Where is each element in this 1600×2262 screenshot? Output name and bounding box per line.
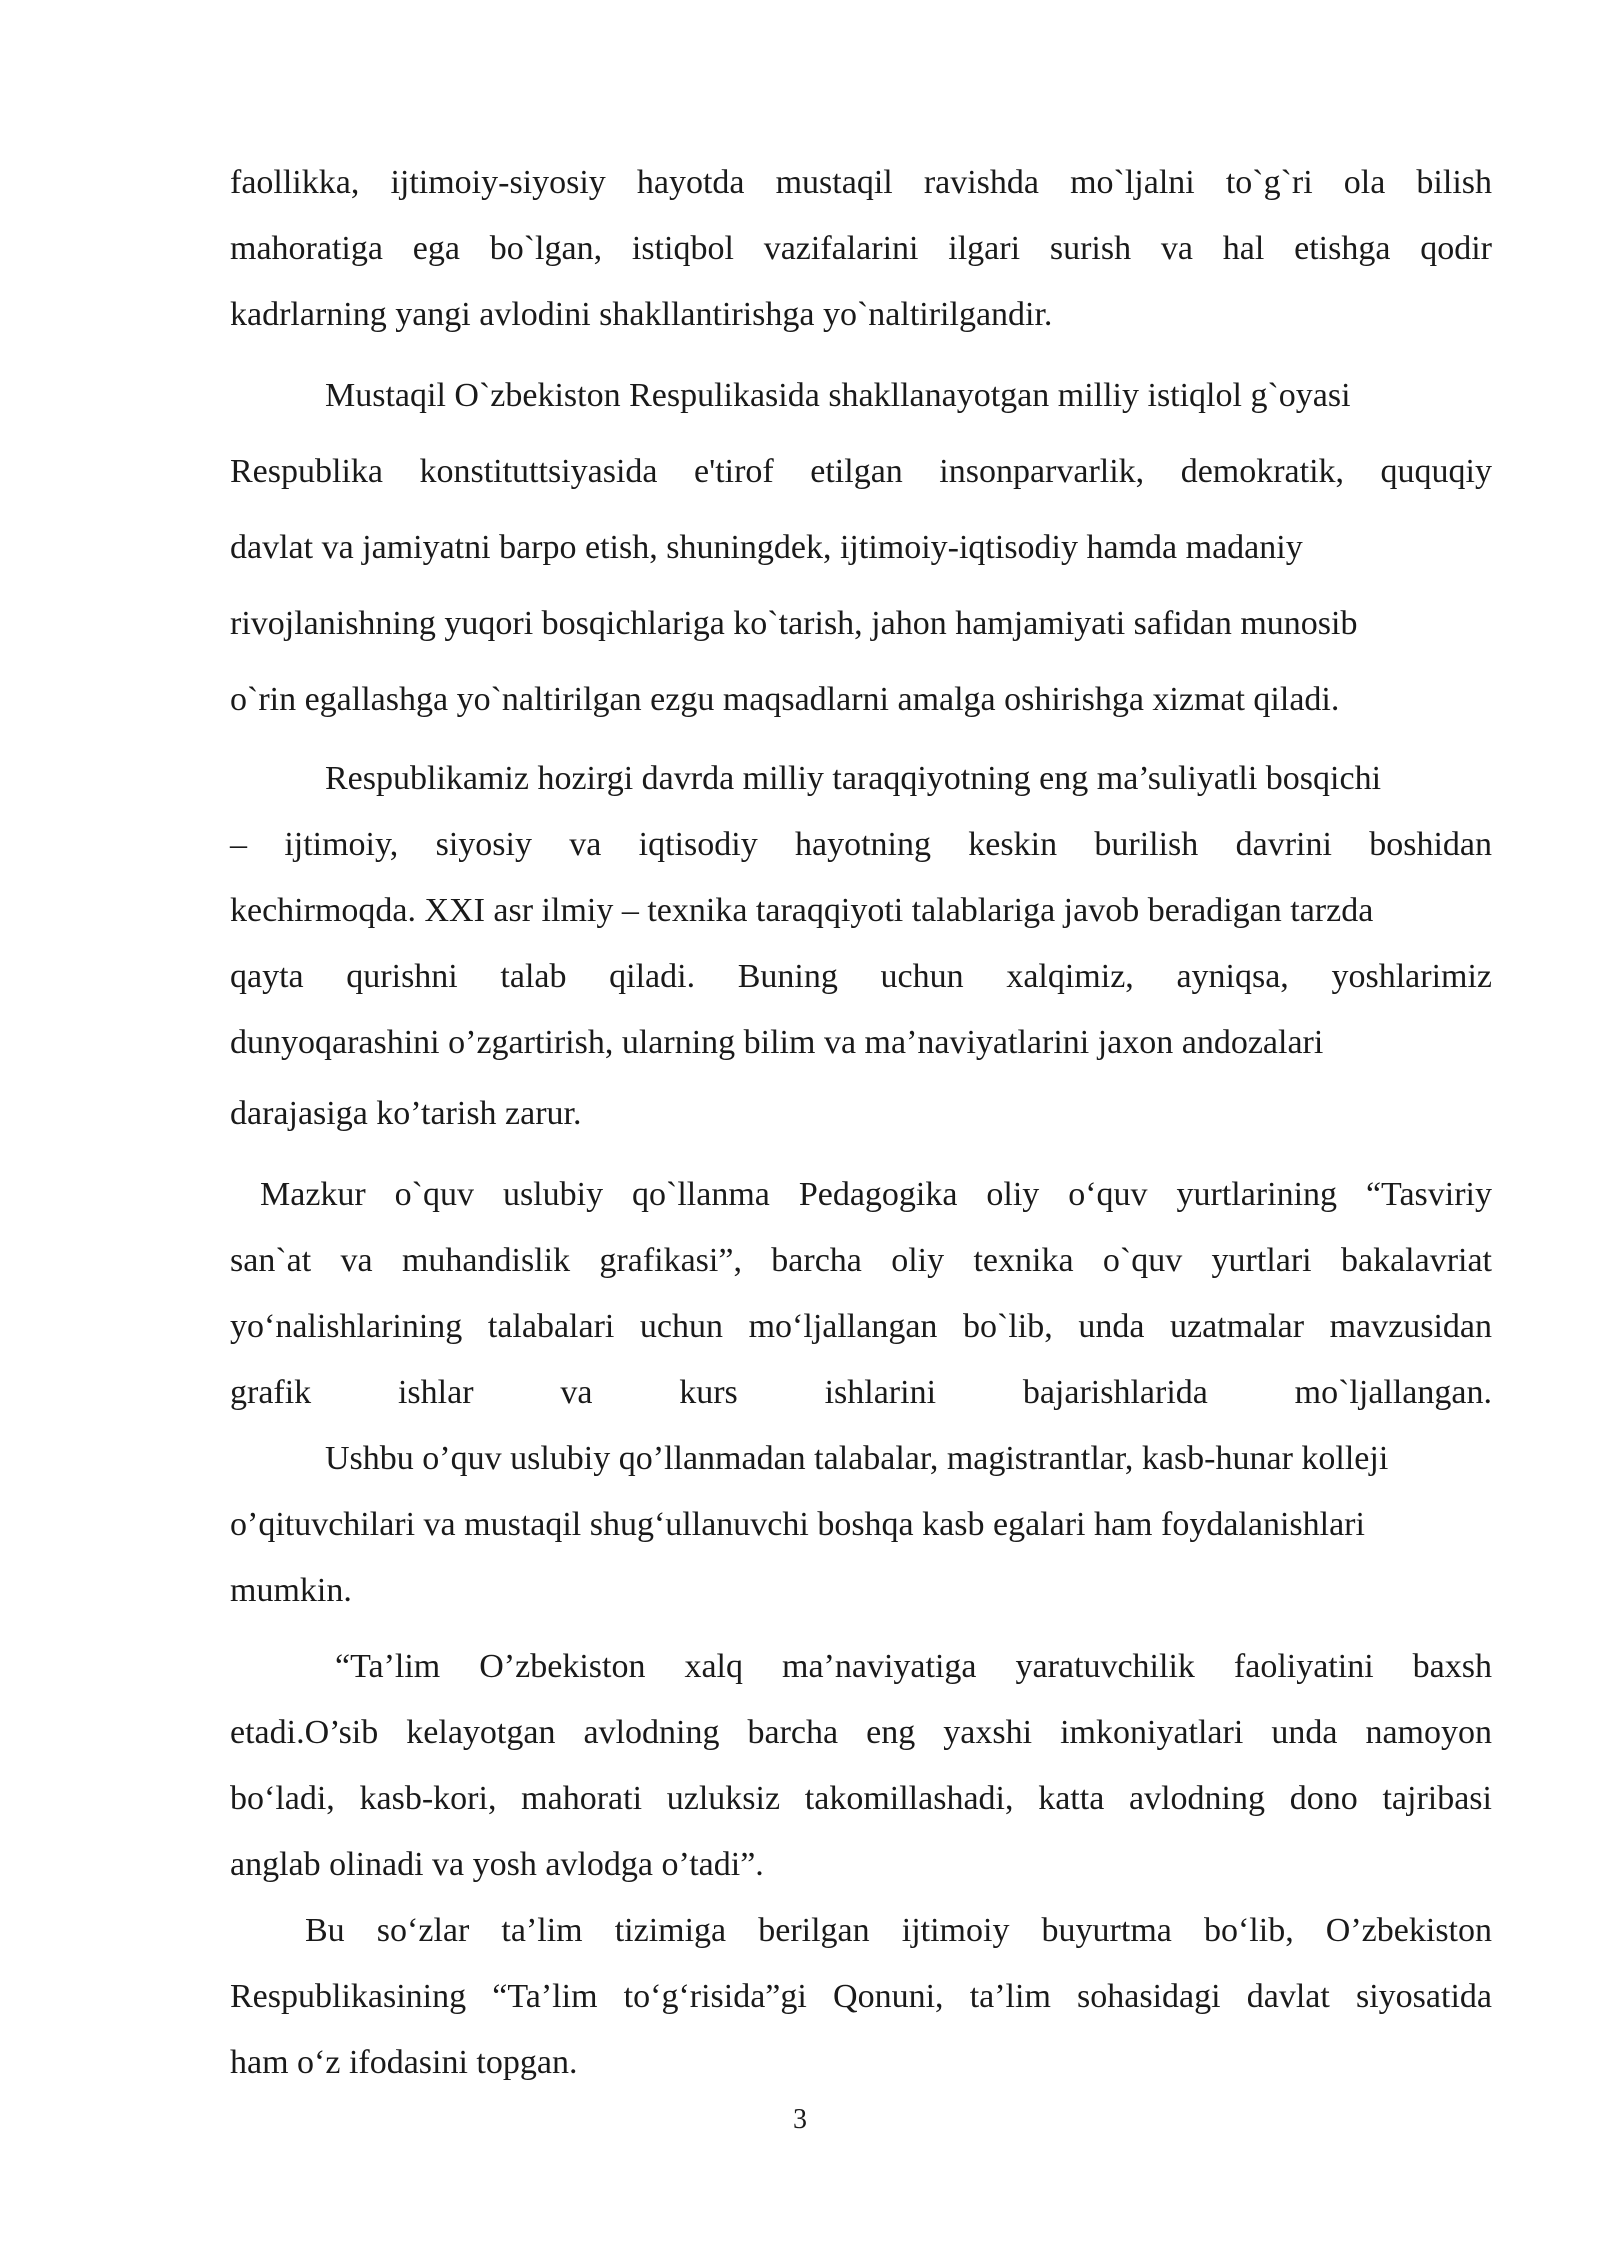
text-line: yo‘nalishlarining talabalari uchun mo‘ljallangan bo`lib, unda uzatmalar mavzusidan: [230, 1308, 1492, 1345]
text-line: kadrlarning yangi avlodini shakllantirishga yo`naltirilgandir.: [230, 296, 1053, 333]
text-line: etadi.O’sib kelayotgan avlodning barcha eng yaxshi imkoniyatlari unda namoyon: [230, 1714, 1492, 1751]
page-number: 3: [793, 2104, 807, 2135]
text-line: o`rin egallashga yo`naltirilgan ezgu maqsadlarni amalga oshirishga xizmat qiladi.: [230, 681, 1340, 718]
text-line: anglab olinadi va yosh avlodga o’tadi”.: [230, 1846, 764, 1883]
text-line: Ushbu o’quv uslubiy qo’llanmadan talabalar, magistrantlar, kasb-hunar kolleji: [325, 1440, 1389, 1477]
paragraph-1: [230, 150, 1492, 348]
text-line: faollikka, ijtimoiy-siyosiy hayotda mustaqil ravishda mo`ljalni to`g`ri ola bilish: [230, 164, 1492, 201]
text-line: Respublikasining “Ta’lim to‘g‘risida”gi Qonuni, ta’lim sohasidagi davlat siyosatida: [230, 1978, 1492, 2015]
text-line: Respublika konstituttsiyasida e'tirof etilgan insonparvarlik, demokratik, ququqiy: [230, 453, 1492, 490]
document-page: [230, 150, 1492, 2096]
text-line: davlat va jamiyatni barpo etish, shuningdek, ijtimoiy-iqtisodiy hamda madaniy: [230, 529, 1303, 566]
paragraph-6: [230, 1634, 1492, 1898]
text-line: Mustaqil O`zbekiston Respulikasida shakllanayotgan milliy istiqlol g`oyasi: [325, 377, 1351, 414]
text-line: bo‘ladi, kasb-kori, mahorati uzluksiz takomillashadi, katta avlodning dono tajribasi: [230, 1780, 1492, 1817]
text-line: darajasiga ko’tarish zarur.: [230, 1095, 582, 1132]
paragraph-3: [230, 746, 1492, 1152]
text-line: dunyoqarashini o’zgartirish, ularning bilim va ma’naviyatlarini jaxon andozalari: [230, 1024, 1324, 1061]
text-line: – ijtimoiy, siyosiy va iqtisodiy hayotning keskin burilish davrini boshidan: [230, 826, 1492, 863]
paragraph-4: [230, 1162, 1492, 1426]
paragraph-7: [230, 1898, 1492, 2096]
text-line: ham o‘z ifodasini topgan.: [230, 2044, 578, 2081]
text-line: rivojlanishning yuqori bosqichlariga ko`tarish, jahon hamjamiyati safidan munosib: [230, 605, 1358, 642]
paragraph-2: [230, 358, 1492, 738]
text-line: Bu so‘zlar ta’lim tizimiga berilgan ijtimoiy buyurtma bo‘lib, O’zbekiston: [305, 1912, 1492, 1949]
text-line: Respublikamiz hozirgi davrda milliy taraqqiyotning eng ma’suliyatli bosqichi: [325, 760, 1382, 797]
text-line: san`at va muhandislik grafikasi”, barcha oliy texnika o`quv yurtlari bakalavriat: [230, 1242, 1492, 1279]
text-line: Mazkur o`quv uslubiy qo`llanma Pedagogika oliy o‘quv yurtlarining “Tasviriy: [260, 1176, 1492, 1213]
text-line: qayta qurishni talab qiladi. Buning uchun xalqimiz, ayniqsa, yoshlarimiz: [230, 958, 1492, 995]
text-line: mumkin.: [230, 1572, 352, 1609]
text-line: grafik ishlar va kurs ishlarini bajarishlarida mo`ljallangan.: [230, 1374, 1492, 1411]
text-line: mahoratiga ega bo`lgan, istiqbol vazifalarini ilgari surish va hal etishga qodir: [230, 230, 1492, 267]
text-line: kechirmoqda. XXI asr ilmiy – texnika taraqqiyoti talablariga javob beradigan tarzda: [230, 892, 1374, 929]
paragraph-5: [230, 1426, 1492, 1624]
text-line: o’qituvchilari va mustaqil shug‘ullanuvchi boshqa kasb egalari ham foydalanishlari: [230, 1506, 1365, 1543]
text-line: “Ta’lim O’zbekiston xalq ma’naviyatiga yaratuvchilik faoliyatini baxsh: [335, 1648, 1492, 1685]
